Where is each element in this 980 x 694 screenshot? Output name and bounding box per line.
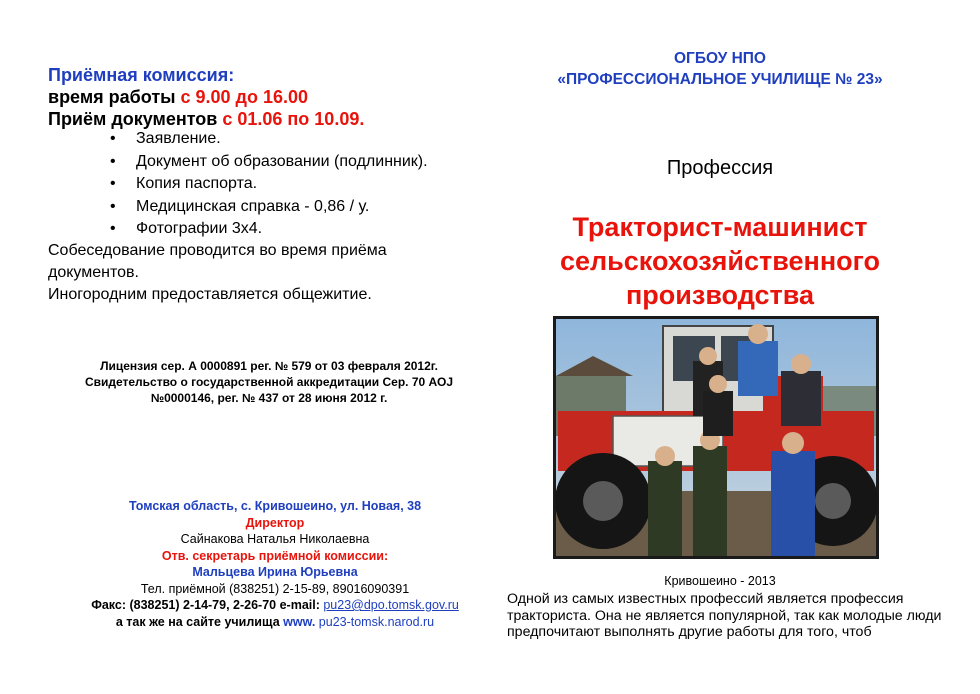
admission-notes	[48, 240, 468, 306]
profession-label: Профессия	[666, 157, 774, 179]
address: Томская область, с. Кривошеино, ул. Новая, 38	[128, 499, 422, 513]
website-www: www.	[283, 614, 316, 629]
school-name	[510, 48, 930, 90]
director-name: Сайнакова Наталья Николаевна	[180, 532, 370, 546]
working-hours-value: с 9.00 до 16.00	[180, 87, 309, 107]
school-line-2: «ПРОФЕССИОНАЛЬНОЕ УЧИЛИЩЕ № 23»	[557, 71, 883, 88]
license-block	[60, 358, 478, 406]
tractor-photo	[553, 316, 879, 559]
documents-period-label: Приём документов	[48, 109, 223, 129]
profession-title	[510, 210, 930, 312]
accreditation-text: Сер. 70 АОЈ №0000146, рег. № 437 от 28 июня 2012 г.	[150, 375, 454, 405]
working-hours-label: время работы	[48, 87, 181, 107]
fax-text: Факс: (838251) 2-14-79, 2-26-70 e-mail:	[91, 598, 324, 612]
place-year-caption: Кривошеино - 2013	[664, 574, 776, 588]
license-line	[60, 358, 478, 374]
accreditation-label: Свидетельство о государственной аккредитации	[84, 375, 380, 389]
list-item: • Заявление.	[110, 128, 428, 151]
contacts-block	[70, 498, 480, 630]
website-line	[70, 614, 480, 631]
list-item: • Документ об образовании (подлинник).	[110, 151, 428, 174]
documents-period-value: с 01.06 по 10.09.	[222, 109, 365, 129]
documents-period	[48, 108, 364, 130]
list-item: • Копия паспорта.	[110, 173, 428, 196]
accreditation-line	[60, 374, 478, 406]
interview-note: Собеседование проводится во время приёма документов.	[48, 242, 387, 281]
license-label: Лицензия	[100, 359, 158, 373]
phone: Тел. приёмной (838251) 2-15-89, 89016090391	[140, 581, 410, 596]
school-line-1: ОГБОУ НПО	[674, 50, 766, 67]
profession-title-line-3: производства	[626, 280, 814, 310]
intro-paragraph: Одной из самых известных профессий является профессия тракториста. Она не является популярной, так как молодые люди предпочитают выполнять другие работы для того, чтоб	[507, 591, 942, 640]
list-item: • Фотографии 3х4.	[110, 218, 428, 241]
director-label: Директор	[245, 515, 305, 530]
list-item: • Медицинская справка - 0,86 / у.	[110, 196, 428, 219]
email-link[interactable]: pu23@dpo.tomsk.gov.ru	[323, 598, 459, 612]
website-link[interactable]: pu23-tomsk.narod.ru	[315, 614, 435, 629]
profession-title-line-2: сельскохозяйственного	[559, 246, 881, 276]
website-prefix: а так же на сайте училища	[115, 614, 284, 629]
secretary-name: Мальцева Ирина Юрьевна	[192, 565, 358, 579]
secretary-label: Отв. секретарь приёмной комиссии:	[161, 548, 389, 563]
fax-line	[70, 597, 480, 614]
admission-block	[48, 64, 364, 130]
license-text: сер. А 0000891 рег. № 579 от 03 февраля 2012г.	[157, 359, 438, 373]
profession-title-line-1: Тракторист-машинист	[572, 212, 868, 242]
working-hours	[48, 86, 364, 108]
admission-title: Приёмная комиссия:	[48, 65, 235, 85]
documents-list	[110, 128, 428, 241]
dormitory-note: Иногородним предоставляется общежитие.	[48, 286, 372, 303]
